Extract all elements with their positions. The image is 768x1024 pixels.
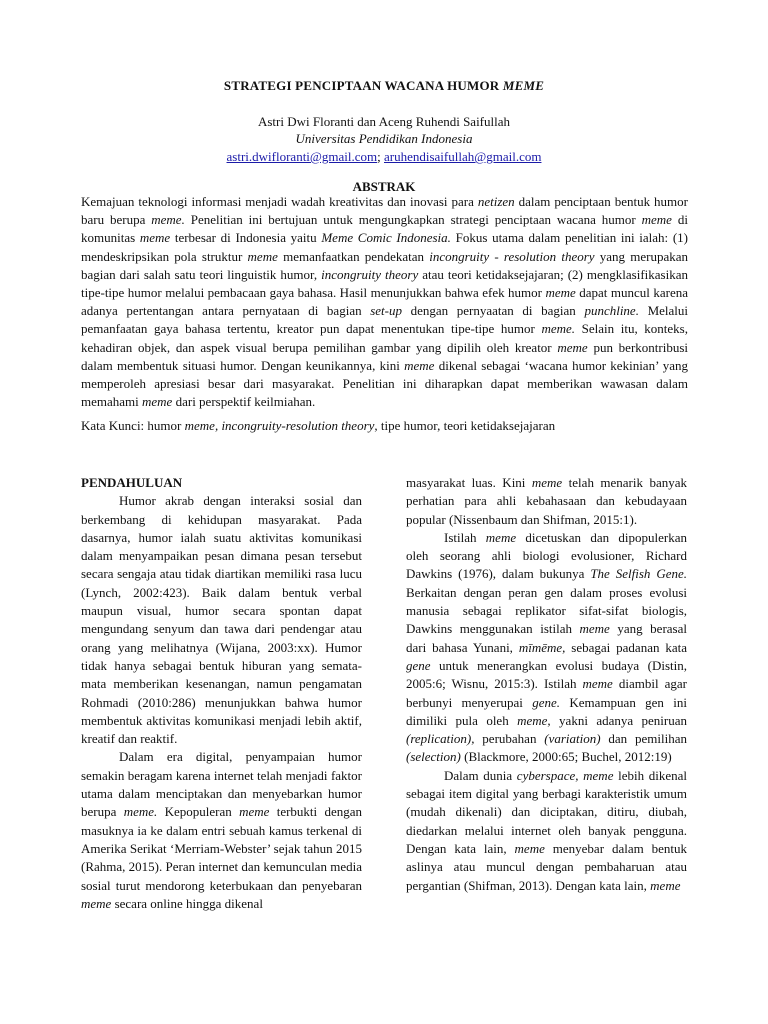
email-link-first[interactable]: astri.dwifloranti@gmail.com <box>226 149 378 164</box>
email-separator: ; <box>377 149 384 164</box>
paragraph: masyarakat luas. Kini meme telah menarik banyak perhatian para ahli kebahasaan dan kebudayaan popular (Nissenbaum dan Shifman, 2015:1). <box>406 475 687 527</box>
paragraph: Dalam dunia cyberspace, meme lebih dikenal sebagai item digital yang berbagi karakteristik umum (mudah dikenali) dan diciptakan, ditiru, diubah, diedarkan melalui internet oleh banyak pengguna. Dengan kata lain, meme menyebar dalam bentuk aslinya atau muncul dengan pembaharuan atau pergantian (Shifman, 2013). Dengan kata lain, meme <box>406 767 687 893</box>
section-heading-pendahuluan: PENDAHULUAN <box>81 475 183 490</box>
authors: Astri Dwi Floranti dan Aceng Ruhendi Saifullah <box>257 114 511 129</box>
abstract-heading: ABSTRAK <box>352 179 416 194</box>
paragraph: Istilah meme dicetuskan dan dipopulerkan oleh seorang ahli biologi evolusioner, Richard Dawkins (1976), dalam bukunya The Selfish Gene. Berkaitan dengan peran gen dalam proses evolusi manusia sebagai replikator sifat-sifat biologis, Dawkins menggunakan istilah meme yang berasal dari bahasa Yunani, mīmēme, sebagai padanan kata gene untuk menerangkan evolusi budaya (Distin, 2005:6; Wisnu, 2015:3). Istilah meme diambil agar berbunyi menyerupai gene. Kemampuan gen ini dimiliki pula oleh meme, yakni adanya peniruan (replication), perubahan (variation) dan pemilihan (selection) (Blackmore, 2000:65; Buchel, 2012:19) <box>406 529 687 765</box>
affiliation: Universitas Pendidikan Indonesia <box>295 131 473 146</box>
left-column <box>81 474 362 913</box>
abstract-body: Kemajuan teknologi informasi menjadi wadah kreativitas dan inovasi para netizen dalam penciptaan bentuk humor baru berupa meme. Penelitian ini bertujuan untuk mengungkapkan strategi penciptaan wacana humor meme di komunitas meme terbesar di Indonesia yaitu Meme Comic Indonesia. Fokus utama dalam penelitian ini ialah: (1) mendeskripsikan pola struktur meme memanfaatkan pendekatan incongruity - resolution theory yang merupakan bagian dari salah satu teori linguistik humor, incongruity theory atau teori ketidaksejajaran; (2) mengklasifikasikan tipe-tipe humor melalui pembacaan gaya bahasa. Hasil menunjukkan bahwa efek humor meme dapat muncul karena adanya pertentangan antara pernyataan di bagian set-up dengan pernyaatan di bagian punchline. Melalui pemanfaatan gaya bahasa tertentu, kreator pun dapat menentukan tipe-tipe humor meme. Selain itu, konteks, kehadiran objek, dan aspek visual berupa pemilihan gambar yang dipilih oleh kreator meme pun berkontribusi dalam membentuk situasi humor. Dengan keunikannya, kini meme dikenal sebagai ‘wacana humor kekinian’ yang memperoleh apresiasi besar dari masyarakat. Penelitian ini diharapkan dapat memberikan wawasan dalam memahami meme dari perspektif keilmiahan. <box>81 194 689 410</box>
email-link-second[interactable]: aruhendisaifullah@gmail.com <box>384 149 542 164</box>
title-text: STRATEGI PENCIPTAAN WACANA HUMOR <box>223 78 503 93</box>
paper-title <box>0 78 768 94</box>
title-italic: MEME <box>502 78 545 93</box>
paragraph: Dalam era digital, penyampaian humor semakin beragam karena internet telah menjadi faktor utama dalam menciptakan dan menyebarkan humor berupa meme. Kepopuleran meme terbukti dengan masuknya ia ke dalam entri sebuah kamus terkenal di Amerika Serikat ‘Merriam-Webster’ sejak tahun 2015 (Rahma, 2015). Peran internet dan kemunculan media sosial turut mendorong keterbukaan dan penyebaran meme secara online hingga dikenal <box>81 749 363 911</box>
right-column <box>406 474 687 895</box>
paragraph: Humor akrab dengan interaksi sosial dan berkembang di kehidupan masyarakat. Pada dasarnya, humor ialah suatu aktivitas komunikasi dalam menyampaikan pesan dimana pesan tersebut secara sengaja atau tidak diartikan memiliki rasa lucu (Lynch, 2002:423). Baik dalam bentuk verbal maupun visual, humor secara spontan dapat mengundang senyum dan tawa dari pendengar atau orang yang melihatnya (Wijana, 2003:xx). Humor tidak hanya sebagai bentuk hiburan yang semata-mata memberikan kesenangan, namun pengamatan Rohmadi (2010:286) menunjukkan bahwa humor membentuk aktivitas komunikasi menjadi lebih aktif, kreatif dan reaktif. <box>81 493 362 747</box>
keywords-line: Kata Kunci: humor meme, incongruity-resolution theory, tipe humor, teori ketidaksejajaran <box>81 418 556 433</box>
author-emails <box>0 149 768 165</box>
